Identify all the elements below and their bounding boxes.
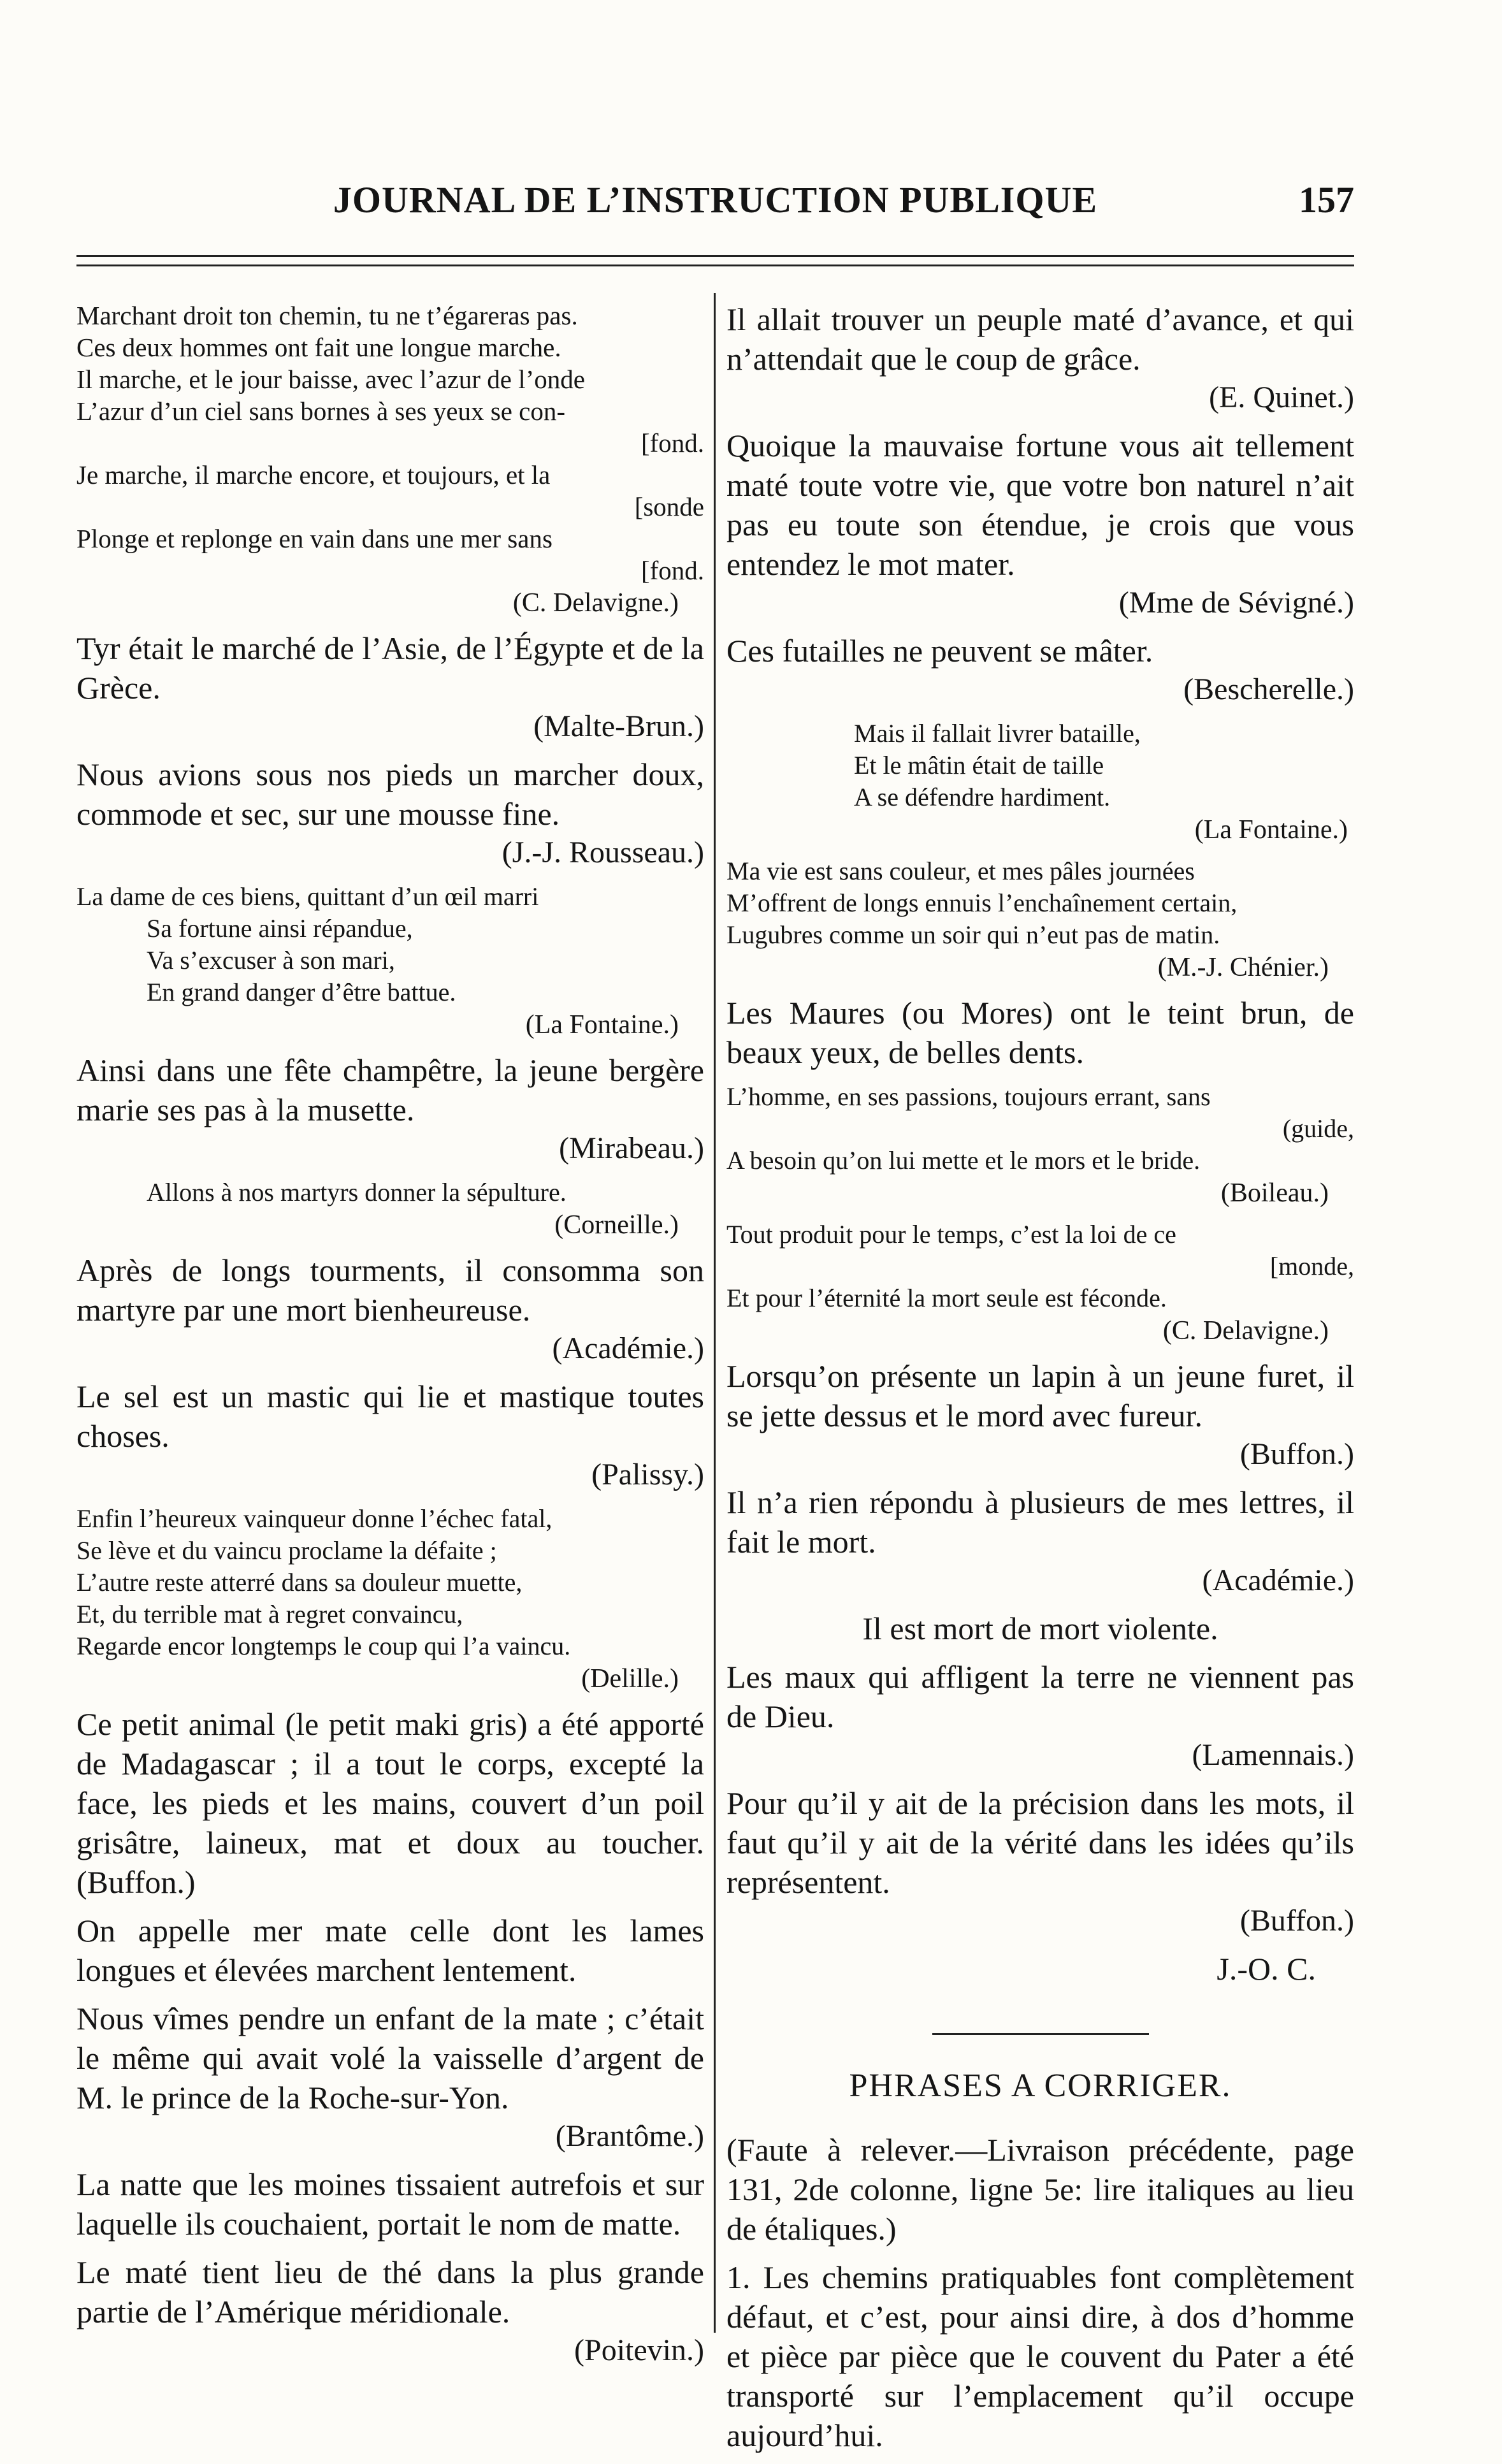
attribution: (Palissy.) xyxy=(591,1458,704,1491)
quote-text: Lorsqu’on présente un lapin à un jeune furet, il se jette dessus et le mord avec fureur. xyxy=(726,1358,1354,1433)
quote-text: Les maux qui affligent la terre ne viennent pas de Dieu. xyxy=(726,1659,1354,1734)
exercise-item xyxy=(726,2257,1354,2455)
verse-line: Tout produit pour le temps, c’est la loi de ce xyxy=(726,1220,1176,1249)
verse-line: Il marche, et le jour baisse, avec l’azur de l’onde xyxy=(76,365,585,394)
prose-quote xyxy=(76,1911,704,1990)
verse-line: Enfin l’heureux vainqueur donne l’échec fatal, xyxy=(76,1504,552,1533)
attribution: (Poitevin.) xyxy=(574,2333,704,2367)
prose-quote xyxy=(726,1783,1354,1940)
verse-line: L’homme, en ses passions, toujours errant, sans xyxy=(726,1082,1211,1111)
prose-quote xyxy=(76,755,704,872)
attribution: (C. Delavigne.) xyxy=(512,588,679,618)
verse-quote xyxy=(726,855,1354,984)
verse-line: Sa fortune ainsi répandue, xyxy=(147,914,413,943)
verse-line: Regarde encor longtemps le coup qui l’a vaincu. xyxy=(76,1632,571,1660)
attribution: (Académie.) xyxy=(1202,1563,1354,1597)
verse-line: Va s’excuser à son mari, xyxy=(147,946,395,975)
verse-quote xyxy=(76,881,704,1041)
verse-line: Et le mâtin était de taille xyxy=(854,751,1104,779)
quote-text: On appelle mer mate celle dont les lames longues et élevées marchent lentement. xyxy=(76,1913,704,1988)
verse-line: A se défendre hardiment. xyxy=(854,783,1111,811)
verse-line: Plonge et replonge en vain dans une mer sans xyxy=(76,524,552,553)
erratum-note xyxy=(726,2130,1354,2249)
verse-line: Allons à nos martyrs donner la sépulture. xyxy=(147,1178,567,1207)
prose-quote xyxy=(76,628,704,746)
verse-break: (guide, xyxy=(1282,1114,1354,1143)
verse-quote xyxy=(726,718,1354,846)
note-text: (Faute à relever.—Livraison précédente, page 131, 2de colonne, ligne 5e: lire italiques au lieu de étaliques.) xyxy=(726,2132,1354,2247)
verse-break: [fond. xyxy=(640,556,704,585)
attribution: (Buffon.) xyxy=(1239,1437,1354,1471)
verse-line: La dame de ces biens, quittant d’un œil marri xyxy=(76,882,539,911)
prose-quote xyxy=(76,2164,704,2243)
prose-quote xyxy=(726,631,1354,709)
prose-quote xyxy=(726,426,1354,622)
attribution: (Boileau.) xyxy=(1220,1178,1329,1208)
verse-line: Ces deux hommes ont fait une longue marche. xyxy=(76,333,561,362)
attribution: (Corneille.) xyxy=(554,1210,679,1240)
author-signature: J.-O. C. xyxy=(1217,1951,1316,1987)
prose-quote xyxy=(76,1704,704,1902)
quote-text: Pour qu’il y ait de la précision dans les mots, il faut qu’il y ait de la vérité dans les idées qu’ils représentent. xyxy=(726,1785,1354,1900)
quote-text: Quoique la mauvaise fortune vous ait tellement maté toute votre vie, que votre bon naturel n’ait pas eu toute son étendue, je crois que vous entendez le mot mater. xyxy=(726,428,1354,582)
prose-quote xyxy=(726,1356,1354,1474)
quote-text: Ainsi dans une fête champêtre, la jeune bergère marie ses pas à la musette. xyxy=(76,1052,704,1127)
quote-text: Il allait trouver un peuple maté d’avance, et qui n’attendait que le coup de grâce. xyxy=(726,301,1354,377)
journal-title: JOURNAL DE L’INSTRUCTION PUBLIQUE xyxy=(333,179,1098,221)
prose-quote xyxy=(76,1999,704,2156)
quote-text: Il n’a rien répondu à plusieurs de mes lettres, il fait le mort. xyxy=(726,1484,1354,1560)
attribution: (E. Quinet.) xyxy=(1209,380,1354,414)
verse-line: Lugubres comme un soir qui n’eut pas de matin. xyxy=(726,920,1220,949)
attribution: (Académie.) xyxy=(552,1331,704,1365)
prose-quote xyxy=(726,1609,1354,1648)
attribution: (Bescherelle.) xyxy=(1183,672,1354,706)
prose-quote xyxy=(726,1482,1354,1600)
prose-quote xyxy=(76,1050,704,1168)
prose-quote xyxy=(726,993,1354,1072)
attribution: (La Fontaine.) xyxy=(1194,815,1348,844)
verse-line: Je marche, il marche encore, et toujours, et la xyxy=(76,460,551,489)
quote-text: Ce petit animal (le petit maki gris) a été apporté de Madagascar ; il a tout le corps, excepté la face, les pieds et les mains, couvert d’un poil grisâtre, laineux, mat et doux au toucher. xyxy=(76,1706,704,1860)
verse-quote xyxy=(76,1503,704,1695)
verse-quote xyxy=(726,1219,1354,1347)
verse-break: [fond. xyxy=(640,428,704,458)
verse-line: En grand danger d’être battue. xyxy=(147,978,456,1006)
prose-quote xyxy=(726,1657,1354,1774)
attribution: (J.-J. Rousseau.) xyxy=(502,836,704,869)
prose-quote xyxy=(76,2252,704,2370)
quote-text: Tyr était le marché de l’Asie, de l’Égypte et de la Grèce. xyxy=(76,630,704,706)
quote-text: La natte que les moines tissaient autrefois et sur laquelle ils couchaient, portait le nom de matte. xyxy=(76,2166,704,2242)
attribution: (Malte-Brun.) xyxy=(533,709,704,743)
quote-text: Nous avions sous nos pieds un marcher doux, commode et sec, sur une mousse fine. xyxy=(76,757,704,832)
attribution: (Lamennais.) xyxy=(1192,1738,1354,1772)
exercise-text: 1. Les chemins pratiquables font complètement défaut, et c’est, pour ainsi dire, à dos d’homme et pièce par pièce que le couvent du Pater a été transporté sur l’emplacement qu’il occupe aujourd’hui. xyxy=(726,2259,1354,2453)
prose-quote xyxy=(726,300,1354,417)
section-title: PHRASES A CORRIGER. xyxy=(849,2068,1232,2104)
verse-line: Et, du terrible mat à regret convaincu, xyxy=(76,1600,463,1628)
quote-text: Le maté tient lieu de thé dans la plus grande partie de l’Amérique méridionale. xyxy=(76,2254,704,2330)
quote-text: Les Maures (ou Mores) ont le teint brun, de beaux yeux, de belles dents. xyxy=(726,995,1354,1070)
verse-break: [sonde xyxy=(634,492,704,521)
verse-quote xyxy=(76,300,704,620)
verse-line: A besoin qu’on lui mette et le mors et le bride. xyxy=(726,1146,1201,1175)
attribution: (M.-J. Chénier.) xyxy=(1157,953,1329,982)
attribution: (Mirabeau.) xyxy=(559,1131,704,1165)
attribution: (C. Delavigne.) xyxy=(1162,1316,1329,1345)
right-column xyxy=(726,300,1354,2464)
verse-quote xyxy=(76,1177,704,1242)
verse-line: M’offrent de longs ennuis l’enchaînement certain, xyxy=(726,888,1238,917)
verse-line: Ma vie est sans couleur, et mes pâles journées xyxy=(726,857,1195,885)
attribution: (Delille.) xyxy=(581,1664,679,1693)
verse-line: L’autre reste atterré dans sa douleur muette, xyxy=(76,1568,523,1597)
quote-text: Nous vîmes pendre un enfant de la mate ; c’était le même qui avait volé la vaisselle d’argent de M. le prince de la Roche-sur-Yon. xyxy=(76,2001,704,2115)
section-separator xyxy=(932,2033,1149,2035)
attribution: (Buffon.) xyxy=(76,1864,196,1900)
verse-line: Se lève et du vaincu proclame la défaite ; xyxy=(76,1536,497,1565)
prose-quote xyxy=(76,1377,704,1494)
attribution: (La Fontaine.) xyxy=(525,1010,679,1040)
left-column xyxy=(76,300,704,2379)
header-rule-double xyxy=(76,265,1354,266)
page-number: 157 xyxy=(1299,179,1354,221)
running-header xyxy=(76,178,1354,236)
verse-break: [monde, xyxy=(1269,1252,1354,1280)
column-divider xyxy=(714,293,716,2333)
verse-line: Marchant droit ton chemin, tu ne t’égareras pas. xyxy=(76,301,578,330)
quote-text: Il est mort de mort violente. xyxy=(862,1611,1218,1646)
prose-quote xyxy=(76,1250,704,1368)
verse-line: L’azur d’un ciel sans bornes à ses yeux se con- xyxy=(76,396,565,426)
verse-line: Mais il fallait livrer bataille, xyxy=(854,719,1141,748)
attribution: (Buffon.) xyxy=(1239,1904,1354,1938)
quote-text: Le sel est un mastic qui lie et mastique toutes choses. xyxy=(76,1379,704,1454)
attribution: (Brantôme.) xyxy=(555,2119,704,2153)
verse-quote xyxy=(726,1081,1354,1210)
verse-line: Et pour l’éternité la mort seule est féconde. xyxy=(726,1284,1167,1312)
attribution: (Mme de Sévigné.) xyxy=(1118,586,1354,620)
header-rule xyxy=(76,255,1354,257)
quote-text: Après de longs tourments, il consomma son martyre par une mort bienheureuse. xyxy=(76,1252,704,1328)
quote-text: Ces futailles ne peuvent se mâter. xyxy=(726,633,1153,669)
